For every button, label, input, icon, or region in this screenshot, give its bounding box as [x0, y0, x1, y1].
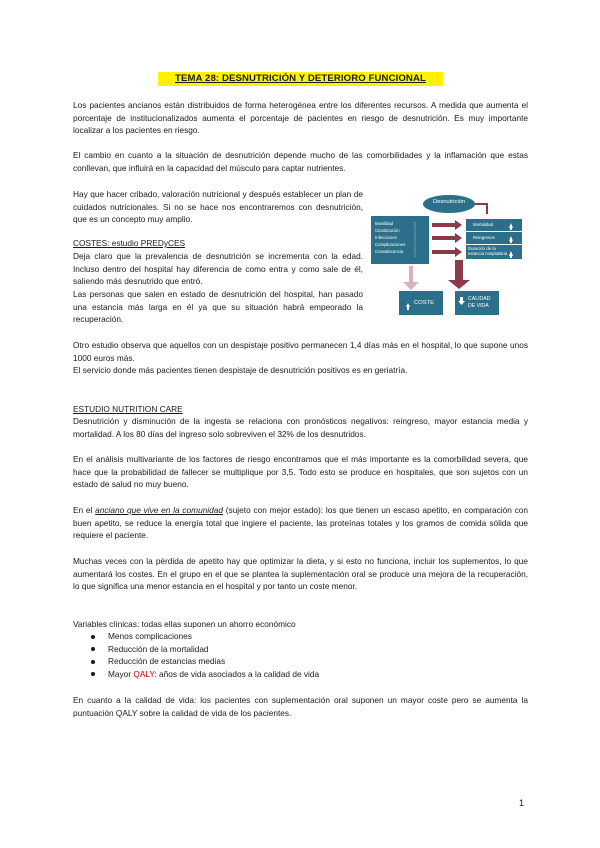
diagram-calidad-label: CALIDAD DE VIDA [468, 296, 491, 309]
diagram-graphics [369, 192, 527, 320]
paragraph-3: Hay que hacer cribado, valoración nutricional y después establecer un plan de cuidados nutricionales. Si no se hace nos encontraremos con desnutrición, que es un concepto muy amplio. [73, 189, 363, 225]
paragraph-10 [73, 504, 528, 542]
paragraph-9: En el análisis multivariante de los factores de riesgo encontramos que el más importante es la comorbilidad severa, que hace que la probabilidad de fallecer se multiplique por 3,5. Todo esto se produce en hospitales, que son sujetos con un estado de salud no muy bueno. [73, 454, 528, 490]
p10-pre: En el [73, 505, 96, 515]
variables-list [73, 630, 319, 680]
diagram-left-item: Complicaciones [375, 242, 406, 247]
b4-post: : años de vida asociados a la calidad de vida [154, 668, 320, 679]
page-title: TEMA 28: DESNUTRICIÓN Y DETERIORO FUNCIONAL [158, 72, 443, 86]
diagram-right-item: Mortalidad [473, 222, 494, 227]
diagram-right-item: Reingresos [473, 235, 495, 240]
costes-heading: COSTES: estudio PREDyCES [73, 238, 186, 248]
diagram-left-item: Convalecencia [375, 249, 404, 254]
list-item: Reducción de estancias medias [73, 655, 319, 668]
b4-pre: Mayor [108, 668, 134, 679]
diagram-left-item: Cicatrización [375, 228, 400, 233]
diagram-left-item: Movilidad [375, 221, 394, 226]
diagram-top-label: Desnutrición [433, 199, 466, 205]
list-item: Reducción de la mortalidad [73, 643, 319, 656]
paragraph-12: Variables clínicas: todas ellas suponen un ahorro económico [73, 619, 296, 629]
paragraph-1: Los pacientes ancianos están distribuidos de forma heterogénea entre los diferentes recursos. A medida que aumenta el porcentaje de institucionalizados aumenta el porcentaje de pacientes en riesgo de desnutrición. Es muy importante localizar a los pacientes en riesgo. [73, 100, 528, 136]
page-number: 1 [519, 798, 525, 808]
p10-emphasis: anciano que vive en la comunidad [95, 505, 223, 515]
paragraph-2: El cambio en cuanto a la situación de desnutrición depende mucho de las comorbilidades y la inflamación que estas conllevan, que influirá en la capacidad del músculo para captar nutrientes. [73, 150, 528, 173]
paragraph-8: Desnutrición y disminución de la ingesta se relaciona con pronósticos negativos: reingreso, mayor estancia media y mortalidad. A los 80 días del ingreso solo sobreviven el 32% de los desnutridos. [73, 416, 528, 439]
paragraph-11: Muchas veces con la pérdida de apetito hay que optimizar la dieta, y si esto no funciona, incluir los suplementos, lo que aumentará los costes. En el grupo en el que se plantea la suplementación oral se produce una mejora de la recuperación, lo que significa una menor estancia en el hospital y por tanto un coste menor. [73, 556, 528, 592]
paragraph-13: En cuanto a la calidad de vida: los pacientes con suplementación oral suponen un mayor coste pero se aumenta la puntuación QALY sobre la calidad de vida de los pacientes. [73, 695, 528, 718]
p10-post: (sujeto con mejor estado): los que tienen un escaso apetito, en comparación con buen apetito, se reduce la energía total que ingiere el paciente, las proteínas totales y los gramos de comida sólida que requiere el paciente. [73, 505, 529, 541]
arrow-1 [432, 220, 462, 230]
arrow-down-right [448, 260, 470, 289]
diagram-coste-label: COSTE [414, 300, 434, 306]
diagram-right-item: Duración de la estancia hospitalaria [468, 246, 508, 256]
list-item [73, 668, 319, 681]
arrow-3 [432, 247, 462, 257]
paragraph-5: Las personas que salen en estado de desnutrición del hospital, han pasado una estancia más larga en él ya que su situación habrá empeorado la recuperación. [73, 289, 363, 325]
list-item: Menos complicaciones [73, 630, 319, 643]
paragraph-7: El servicio donde más pacientes tienen despistaje de desnutrición positivos es en geriatría. [73, 365, 408, 375]
arrow-2 [432, 233, 462, 243]
desnutricion-diagram [369, 192, 527, 320]
arrow-down-left [403, 266, 419, 290]
qaly-term: QALY [133, 668, 155, 679]
diagram-left-item: Infecciones [375, 235, 397, 240]
paragraph-4: Deja claro que la prevalencia de desnutrición se incrementa con la edad. Incluso dentro del hospital hay diferencia de como entra y como sale de él, saliendo más desnutrido que entró. [73, 251, 363, 287]
nutrition-care-heading: ESTUDIO NUTRITION CARE [73, 404, 183, 414]
paragraph-6: Otro estudio observa que aquellos con un despistaje positivo permanecen 1,4 días más en el hospital, lo que supone unos 1000 euros más. [73, 340, 528, 363]
